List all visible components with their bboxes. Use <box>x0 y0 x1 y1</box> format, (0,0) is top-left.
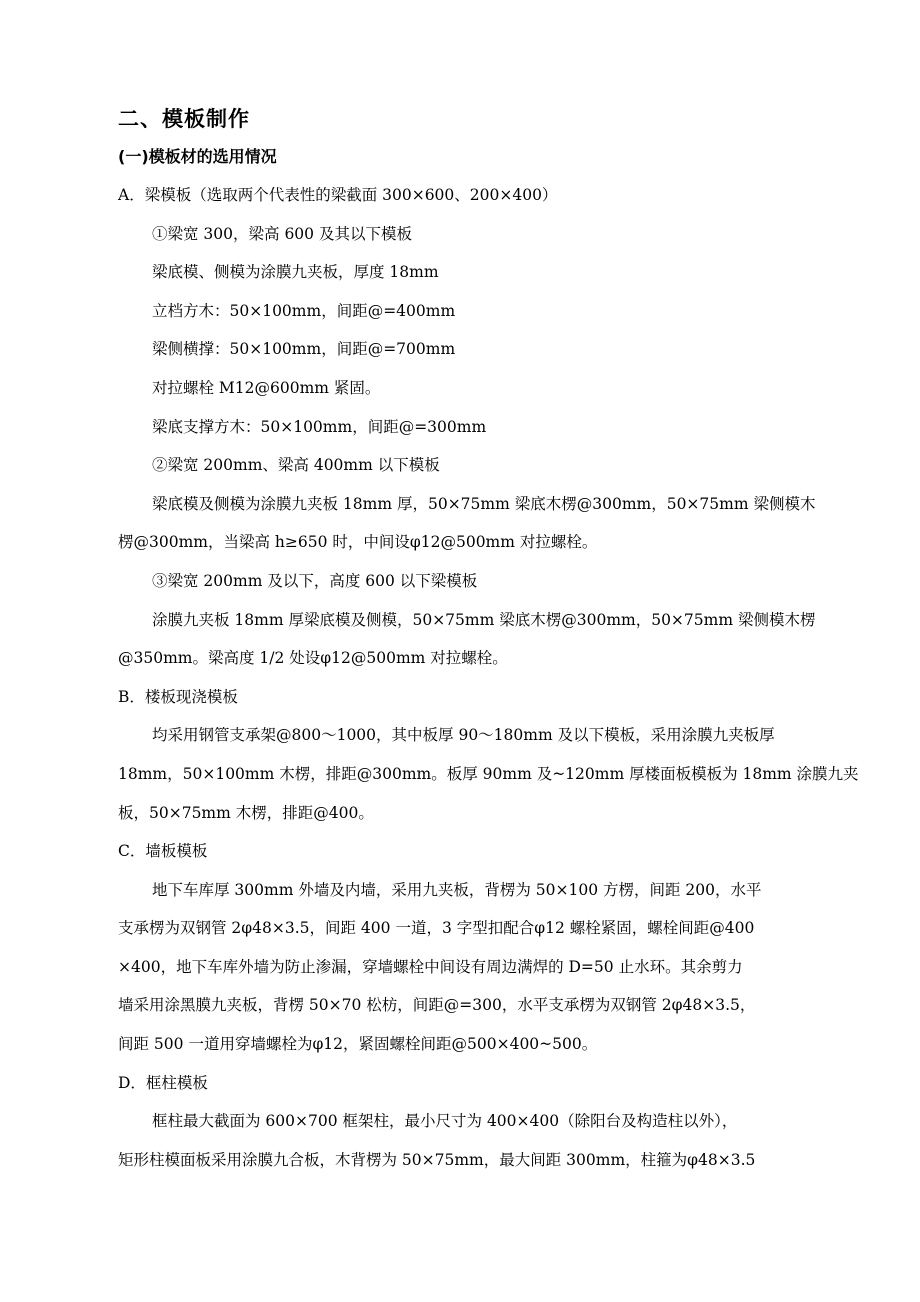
paragraph-line: 墙采用涂黑膜九夹板，背楞 50×70 松枋，间距@=300，水平支承楞为双钢管 2φ48×3.5， <box>118 996 756 1015</box>
paragraph-line: 支承楞为双钢管 2φ48×3.5，间距 400 一道，3 字型扣配合φ12 螺栓紧固，螺栓间距@400 <box>118 919 755 938</box>
item-a2-paragraph <box>118 485 832 562</box>
item-a1-line: 梁底支撑方木：50×100mm，间距@=300mm <box>152 417 487 436</box>
paragraph-line: 框柱最大截面为 600×700 框架柱，最小尺寸为 400×400（除阳台及构造柱以外）， <box>152 1112 738 1131</box>
section-title: 二、模板制作 <box>118 107 250 131</box>
paragraph-b <box>118 716 859 832</box>
item-a1-line: 梁侧横撑：50×100mm，间距@=700mm <box>152 340 456 359</box>
item-a2-title: ②梁宽 200mm、梁高 400mm 以下模板 <box>152 456 440 475</box>
section-subtitle: (一)模板材的选用情况 <box>118 147 277 166</box>
paragraph-line: 楞@300mm，当梁高 h≥650 时，中间设φ12@500mm 对拉螺栓。 <box>118 533 598 552</box>
heading-c: C．墙板模板 <box>118 842 208 861</box>
document-body <box>118 100 859 1179</box>
item-a1-line: 对拉螺栓 M12@600mm 紧固。 <box>152 378 381 397</box>
paragraph-line: 间距 500 一道用穿墙螺栓为φ12，紧固螺栓间距@500×400~500。 <box>118 1035 598 1054</box>
heading-a: A．梁模板（选取两个代表性的梁截面 300×600、200×400） <box>118 186 558 204</box>
paragraph-line: 均采用钢管支承架@800～1000，其中板厚 90～180mm 及以下模板，采用涂膜九夹板厚 <box>152 726 775 745</box>
paragraph-d <box>118 1102 832 1179</box>
item-a3-title: ③梁宽 200mm 及以下，高度 600 以下梁模板 <box>152 571 478 590</box>
item-a3-paragraph <box>118 601 832 678</box>
item-a1-title: ①梁宽 300，梁高 600 及其以下模板 <box>152 224 412 243</box>
paragraph-line: ×400，地下车库外墙为防止渗漏，穿墙螺栓中间设有周边满焊的 D=50 止水环。其余剪力 <box>118 957 743 976</box>
paragraph-line: 18mm，50×100mm 木楞，排距@300mm。板厚 90mm 及~120mm 厚楼面板模板为 18mm 涂膜九夹 <box>118 764 859 783</box>
heading-d: D．框柱模板 <box>118 1073 208 1092</box>
paragraph-line: 梁底模及侧模为涂膜九夹板 18mm 厚，50×75mm 梁底木楞@300mm，50×75mm 梁侧模木 <box>152 494 816 513</box>
paragraph-line: @350mm。梁高度 1/2 处设φ12@500mm 对拉螺栓。 <box>118 649 508 668</box>
paragraph-c <box>118 871 832 1064</box>
paragraph-line: 板，50×75mm 木楞，排距@400。 <box>118 803 374 822</box>
item-a1-line: 梁底模、侧模为涂膜九夹板，厚度 18mm <box>152 263 439 282</box>
heading-b: B．楼板现浇模板 <box>118 687 238 706</box>
paragraph-line: 涂膜九夹板 18mm 厚梁底模及侧模，50×75mm 梁底木楞@300mm，50×75mm 梁侧模木楞 <box>152 610 816 629</box>
paragraph-line: 矩形柱模面板采用涂膜九合板，木背楞为 50×75mm，最大间距 300mm，柱箍为φ48×3.5 <box>118 1150 756 1169</box>
item-a1-line: 立档方木：50×100mm，间距@=400mm <box>152 301 456 320</box>
paragraph-line: 地下车库厚 300mm 外墙及内墙，采用九夹板，背楞为 50×100 方楞，间距 200，水平 <box>152 880 762 899</box>
